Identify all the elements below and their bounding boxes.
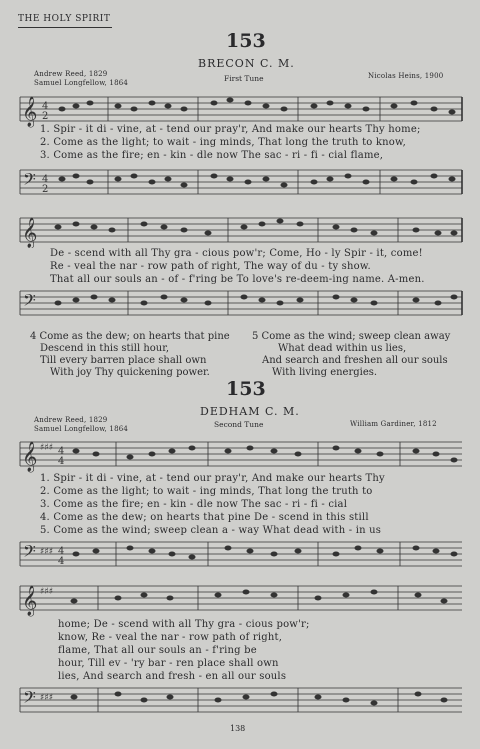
lyric-line: De - scend with all Thy gra - cious pow'r; Come, Ho - ly Spir - it, come! xyxy=(50,248,423,259)
tune-label: First Tune xyxy=(224,74,264,83)
lyric-line: home; De - scend with all Thy gra - cious pow'r; xyxy=(58,619,310,630)
svg-text:2: 2 xyxy=(42,184,49,195)
verse-4-line: With joy Thy quickening power. xyxy=(50,367,210,378)
bass-clef-icon: 𝄢 xyxy=(23,687,36,711)
lyric-line: 2. Come as the light; to wait - ing minds, That long the truth to xyxy=(40,486,373,497)
tune-name: BRECON C. M. xyxy=(198,57,295,70)
svg-text:4: 4 xyxy=(58,556,65,567)
lyric-line: 4. Come as the dew; on hearts that pine De - scend in this still xyxy=(40,512,369,523)
words-credit: Andrew Reed, 1829 xyxy=(34,416,108,424)
treble-clef-icon: 𝄞 xyxy=(22,97,38,127)
verse-4-line: Descend in this still hour, xyxy=(40,343,170,354)
lyric-line: flame, That all our souls an - f'ring be xyxy=(58,645,257,656)
verse-5-line: What dead within us lies, xyxy=(278,343,407,354)
lyric-line: 1. Spir - it di - vine, at - tend our pray'r, And make our hearts Thy home; xyxy=(40,124,421,135)
lyric-line: That all our souls an - of - f'ring be To love's re-deem-ing name. A-men. xyxy=(50,274,425,285)
music-credit: William Gardiner, 1812 xyxy=(350,420,437,428)
tune-label: Second Tune xyxy=(214,420,264,429)
bass-clef-icon: 𝄢 xyxy=(23,169,36,193)
verse-4-line: Till every barren place shall own xyxy=(40,355,207,366)
tune-name: DEDHAM C. M. xyxy=(200,405,300,418)
words-credit: Samuel Longfellow, 1864 xyxy=(34,425,129,433)
lyric-line: 3. Come as the fire; en - kin - dle now The sac - ri - fi - cial xyxy=(40,499,348,510)
svg-text:4: 4 xyxy=(58,446,65,457)
bass-staff xyxy=(18,164,464,200)
lyric-line: 1. Spir - it di - vine, at - tend our pray'r, And make our hearts Thy xyxy=(40,473,385,484)
treble-staff xyxy=(18,436,464,476)
words-credit: Andrew Reed, 1829 xyxy=(34,70,108,78)
svg-text:2: 2 xyxy=(42,111,49,122)
lyric-line: Re - veal the nar - row path of right, The way of du - ty show. xyxy=(50,261,371,272)
lyric-line: know, Re - veal the nar - row path of right, xyxy=(58,632,283,643)
lyric-line: 5. Come as the wind; sweep clean a - way What dead with - in us xyxy=(40,525,382,536)
verse-5-line: 5 Come as the wind; sweep clean away xyxy=(252,331,451,342)
sharp-icon: ♯♯♯ xyxy=(40,443,54,453)
bass-clef-icon: 𝄢 xyxy=(23,541,36,565)
hymn-number: 153 xyxy=(226,378,266,400)
svg-text:4: 4 xyxy=(58,546,65,557)
words-credit: Samuel Longfellow, 1864 xyxy=(34,79,129,87)
svg-text:4: 4 xyxy=(58,456,65,467)
treble-clef-icon: 𝄞 xyxy=(22,442,38,472)
bass-staff xyxy=(18,285,464,321)
svg-text:4: 4 xyxy=(42,174,49,185)
page-number: 138 xyxy=(230,724,246,733)
running-head-rule xyxy=(18,27,112,28)
treble-staff xyxy=(18,212,464,248)
svg-text:4: 4 xyxy=(42,101,49,112)
running-head: THE HOLY SPIRIT xyxy=(18,14,111,24)
lyric-line: hour, Till ev - 'ry bar - ren place shall own xyxy=(58,658,279,669)
treble-clef-icon: 𝄞 xyxy=(22,586,38,616)
bass-staff xyxy=(18,682,464,720)
lyric-line: 2. Come as the light; to wait - ing minds, That long the truth to know, xyxy=(40,137,406,148)
treble-staff xyxy=(18,580,464,618)
bass-staff xyxy=(18,536,464,574)
bass-clef-icon: 𝄢 xyxy=(23,290,36,314)
verse-5-line: With living energies. xyxy=(272,367,378,378)
sharp-icon: ♯♯♯ xyxy=(40,693,54,703)
lyric-line: lies, And search and fresh - en all our souls xyxy=(58,671,287,682)
verse-4-line: 4 Come as the dew; on hearts that pine xyxy=(30,331,230,342)
treble-clef-icon: 𝄞 xyxy=(22,218,38,248)
sharp-icon: ♯♯♯ xyxy=(40,587,54,597)
lyric-line: 3. Come as the fire; en - kin - dle now The sac - ri - fi - cial flame, xyxy=(40,150,384,161)
hymn-number: 153 xyxy=(226,30,266,52)
sharp-icon: ♯♯♯ xyxy=(40,547,54,557)
verse-5-line: And search and freshen all our souls xyxy=(262,355,448,366)
music-credit: Nicolas Heins, 1900 xyxy=(368,72,444,80)
